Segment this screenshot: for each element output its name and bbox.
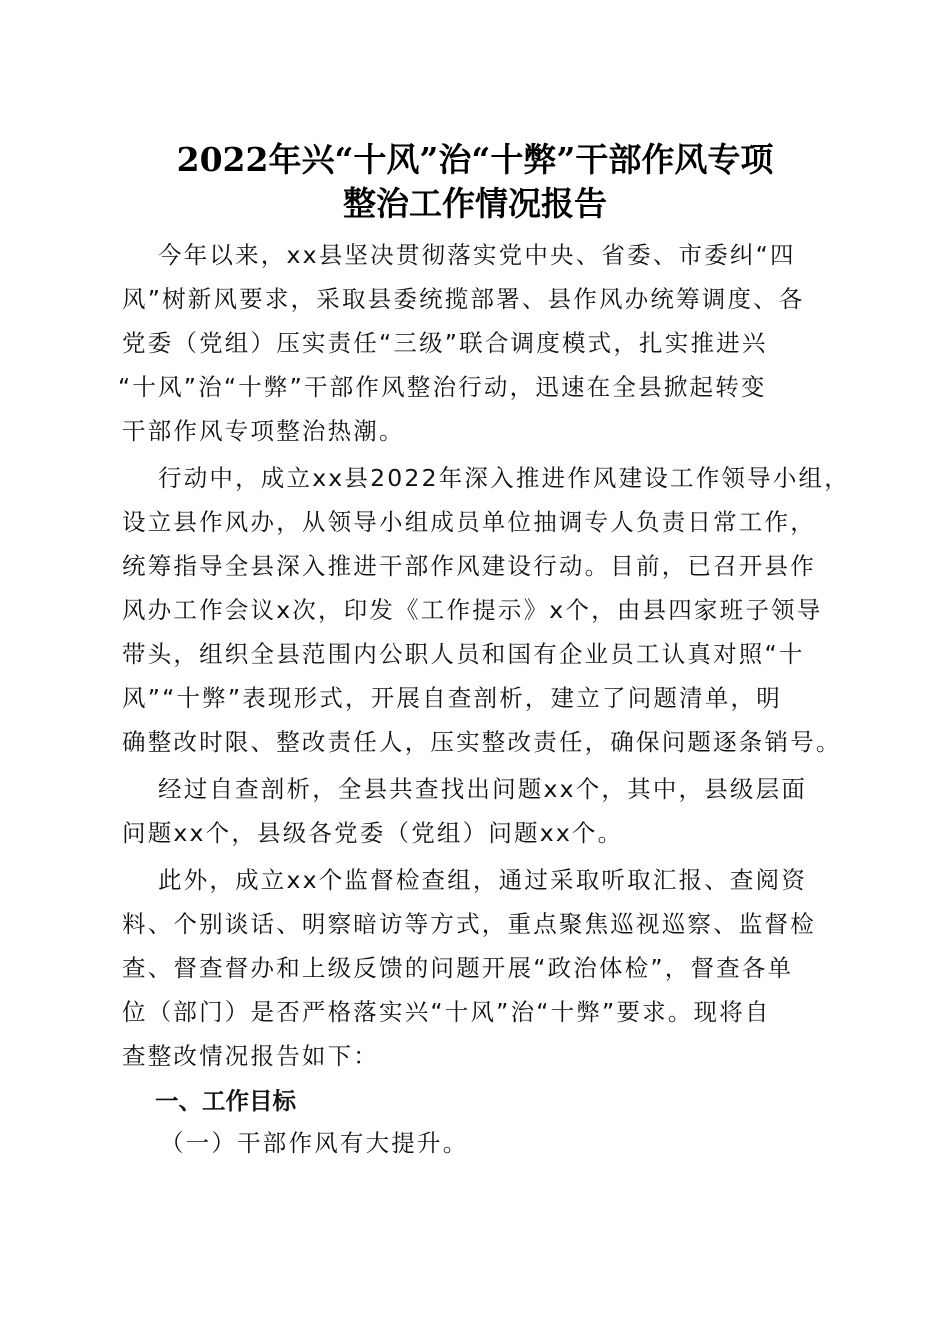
- paragraph-2-line: 风”“十弊”表现形式，开展自查剖析，建立了问题清单，明: [122, 684, 782, 712]
- paragraph-1-line: “十风”治“十弊”干部作风整治行动，迅速在全县掀起转变: [118, 373, 767, 401]
- subsection-heading: （一）干部作风有大提升。: [160, 1129, 469, 1157]
- paragraph-2-line: 统筹指导全县深入推进干部作风建设行动。目前，已召开县作: [122, 552, 816, 580]
- paragraph-1-line: 党委（党组）压实责任“三级”联合调度模式，扎实推进兴: [122, 329, 768, 357]
- paragraph-4-line: 查整改情况报告如下：: [122, 1042, 379, 1070]
- paragraph-1-line: 风”树新风要求，采取县委统揽部署、县作风办统筹调度、各: [122, 285, 805, 313]
- paragraph-2-line: 设立县作风办，从领导小组成员单位抽调专人负责日常工作，: [122, 508, 816, 536]
- paragraph-3-line: 问题xx个，县级各党委（党组）问题xx个。: [122, 819, 624, 847]
- paragraph-4-line: 料、个别谈话、明察暗访等方式，重点聚焦巡视巡察、监督检: [122, 910, 816, 938]
- paragraph-2-line: 确整改时限、整改责任人，压实整改责任，确保问题逐条销号。: [122, 728, 842, 756]
- paragraph-2-line: 带头，组织全县范围内公职人员和国有企业员工认真对照“十: [122, 640, 805, 668]
- paragraph-4-line: 位（部门）是否严格落实兴“十风”治“十弊”要求。现将自: [122, 998, 771, 1026]
- section-heading: 一、工作目标: [155, 1087, 296, 1115]
- paragraph-3-line: 经过自查剖析，全县共查找出问题xx个，其中，县级层面: [158, 775, 808, 803]
- document-title-line-2: 整治工作情况报告: [343, 184, 607, 223]
- paragraph-1-line: 干部作风专项整治热潮。: [122, 417, 405, 445]
- paragraph-1-line: 今年以来，xx县坚决贯彻落实党中央、省委、市委纠“四: [158, 241, 796, 269]
- paragraph-4-line: 此外，成立xx个监督检查组，通过采取听取汇报、查阅资: [158, 866, 808, 894]
- paragraph-2-line: 风办工作会议x次，印发《工作提示》x个，由县四家班子领导: [122, 596, 823, 624]
- document-title-line-1: 2022年兴“十风”治“十弊”干部作风专项: [176, 140, 774, 179]
- paragraph-4-line: 查、督查督办和上级反馈的问题开展“政治体检”，督查各单: [122, 954, 794, 982]
- paragraph-2-line: 行动中，成立xx县2022年深入推进作风建设工作领导小组，: [158, 464, 850, 492]
